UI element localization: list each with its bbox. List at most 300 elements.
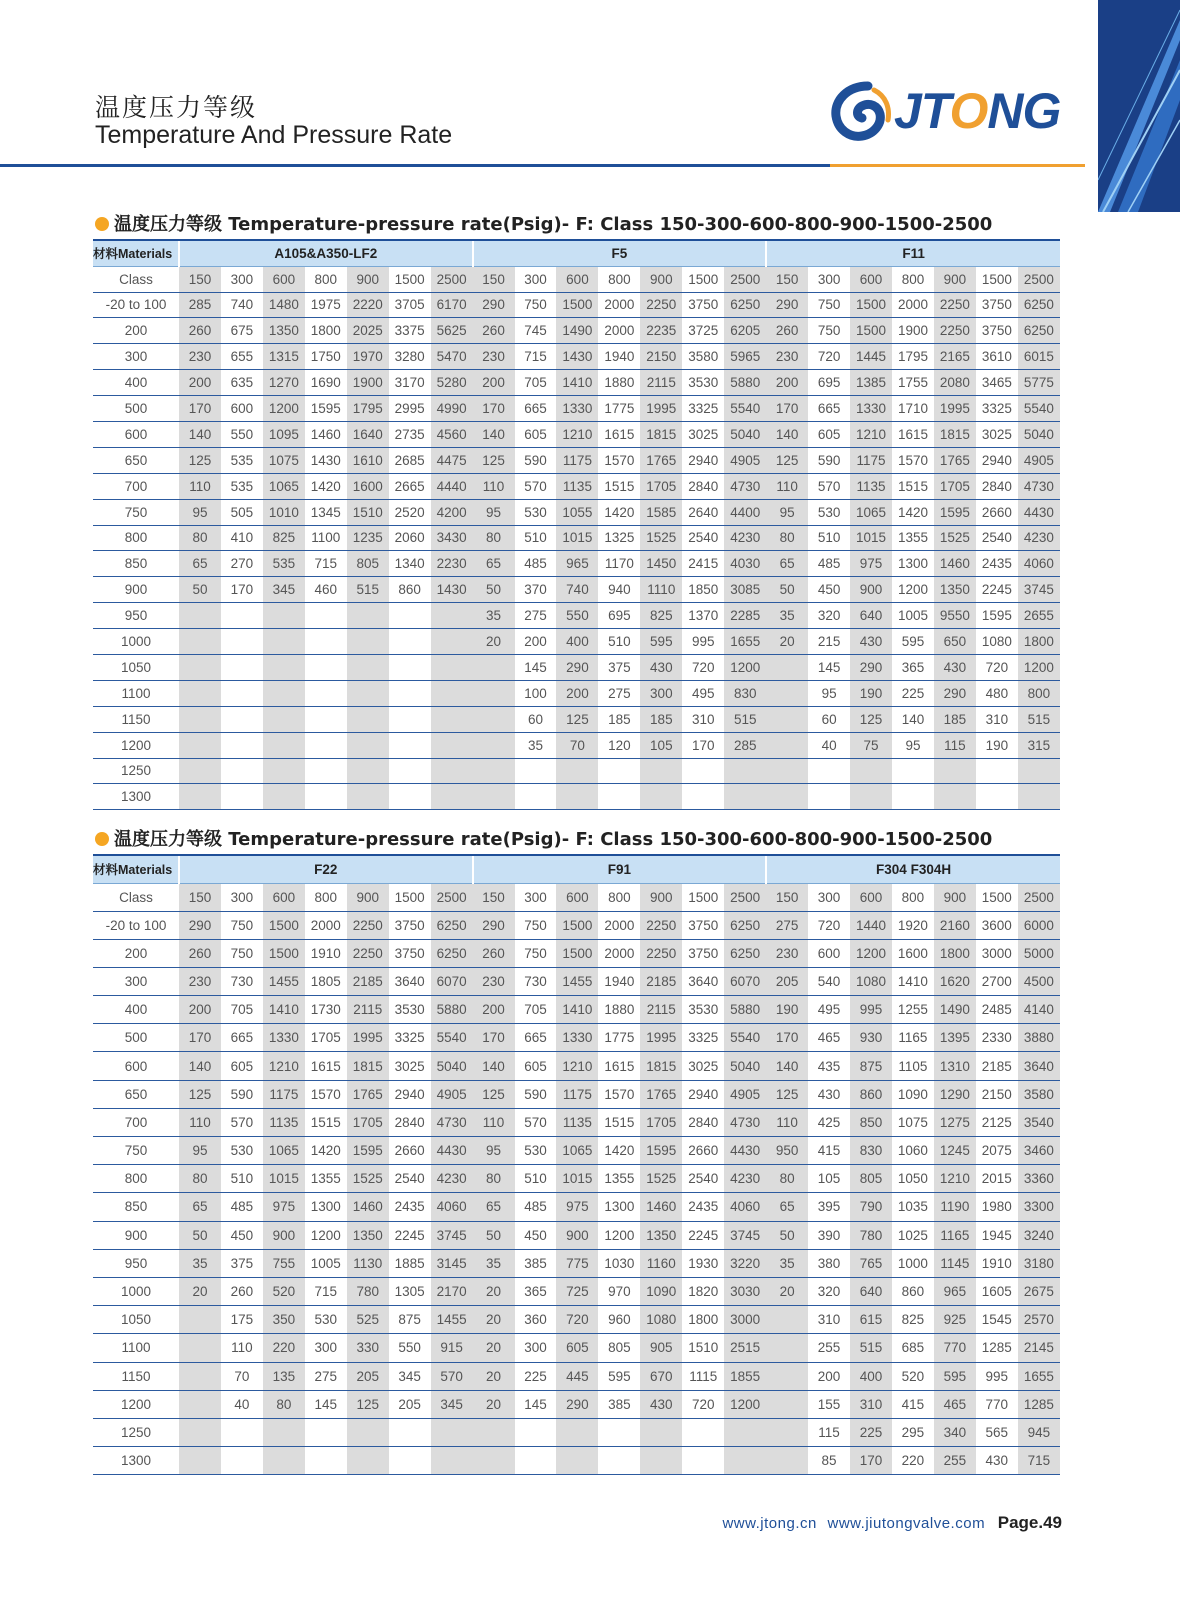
material-group-header: F5: [473, 240, 767, 266]
pressure-cell: 65: [179, 551, 221, 577]
pressure-cell: [221, 603, 263, 629]
pressure-cell: [305, 654, 347, 680]
pressure-cell: 1815: [640, 1052, 682, 1080]
pressure-cell: 1330: [556, 396, 598, 422]
pressure-cell: 1285: [1018, 1390, 1060, 1418]
pressure-cell: 340: [934, 1418, 976, 1446]
pressure-cell: 750: [515, 292, 557, 318]
pressure-cell: 140: [892, 706, 934, 732]
footer-site-link-2[interactable]: www.jiutongvalve.com: [827, 1515, 986, 1532]
pressure-cell: 110: [179, 1108, 221, 1136]
pressure-cell: 50: [179, 1221, 221, 1249]
pressure-cell: 310: [850, 1390, 892, 1418]
pressure-cell: 40: [221, 1390, 263, 1418]
pressure-cell: 1005: [305, 1249, 347, 1277]
pressure-cell: [221, 1447, 263, 1475]
pressure-cell: 830: [724, 680, 766, 706]
pressure-cell: [305, 1418, 347, 1446]
pressure-cell: 2540: [682, 525, 724, 551]
pressure-cell: 2245: [682, 1221, 724, 1249]
pressure-cell: 275: [515, 603, 557, 629]
pressure-cell: 80: [179, 525, 221, 551]
pressure-cell: 665: [808, 396, 850, 422]
pressure-cell: 765: [850, 1249, 892, 1277]
pressure-cell: 755: [263, 1249, 305, 1277]
pressure-cell: 125: [766, 447, 808, 473]
pressure-cell: [766, 1418, 808, 1446]
pressure-cell: 705: [221, 996, 263, 1024]
pressure-cell: 1795: [347, 396, 389, 422]
pressure-cell: [389, 680, 431, 706]
pressure-cell: 175: [221, 1306, 263, 1334]
pressure-cell: [305, 603, 347, 629]
pressure-cell: 1850: [682, 577, 724, 603]
pressure-cell: 1570: [598, 447, 640, 473]
pressure-cell: 290: [850, 654, 892, 680]
pressure-cell: [473, 1418, 515, 1446]
pressure-cell: 5040: [724, 1052, 766, 1080]
pressure-cell: 20: [766, 629, 808, 655]
pressure-cell: 750: [515, 911, 557, 939]
pressure-cell: 695: [598, 603, 640, 629]
pressure-cell: 100: [515, 680, 557, 706]
pressure-cell: 1290: [934, 1080, 976, 1108]
table-row: [93, 1108, 1060, 1136]
pressure-cell: 720: [976, 654, 1018, 680]
class-cell: 900: [934, 266, 976, 292]
pressure-cell: 1410: [556, 996, 598, 1024]
pressure-cell: 135: [263, 1362, 305, 1390]
pressure-cell: 1030: [598, 1249, 640, 1277]
pressure-cell: 80: [766, 525, 808, 551]
table-row: [93, 473, 1060, 499]
class-label: Class: [93, 883, 179, 911]
table-row: [93, 525, 1060, 551]
pressure-cell: 4430: [724, 1137, 766, 1165]
pressure-cell: 430: [934, 654, 976, 680]
pressure-cell: 1100: [305, 525, 347, 551]
pressure-cell: [347, 732, 389, 758]
pressure-cell: [179, 629, 221, 655]
pressure-cell: [473, 784, 515, 810]
temperature-cell: 700: [93, 1108, 179, 1136]
pressure-cell: 385: [515, 1249, 557, 1277]
table-row: [93, 1306, 1060, 1334]
pressure-cell: 2435: [682, 1193, 724, 1221]
pressure-cell: 4060: [431, 1193, 473, 1221]
materials-label: 材料Materials: [93, 855, 179, 883]
pressure-cell: 6170: [431, 292, 473, 318]
pressure-cell: 260: [473, 939, 515, 967]
pressure-cell: 2000: [598, 911, 640, 939]
pressure-cell: 2640: [682, 499, 724, 525]
pressure-cell: 570: [515, 1108, 557, 1136]
pressure-cell: 1615: [598, 1052, 640, 1080]
temperature-cell: 1200: [93, 1390, 179, 1418]
temperature-cell: 850: [93, 1193, 179, 1221]
pressure-cell: 65: [473, 1193, 515, 1221]
pressure-cell: [431, 654, 473, 680]
pressure-cell: 2250: [347, 911, 389, 939]
pressure-cell: 270: [221, 551, 263, 577]
class-cell: 2500: [431, 883, 473, 911]
pressure-cell: 850: [850, 1108, 892, 1136]
pressure-cell: 290: [556, 1390, 598, 1418]
pressure-cell: [221, 706, 263, 732]
pressure-cell: 535: [263, 551, 305, 577]
pressure-cell: 510: [515, 525, 557, 551]
pressure-cell: 1255: [892, 996, 934, 1024]
pressure-cell: [221, 629, 263, 655]
pressure-cell: 1210: [934, 1165, 976, 1193]
pressure-cell: 140: [179, 421, 221, 447]
temperature-cell: 900: [93, 1221, 179, 1249]
pressure-cell: 1595: [347, 1137, 389, 1165]
pressure-cell: 1815: [640, 421, 682, 447]
pressure-cell: 4030: [724, 551, 766, 577]
pressure-cell: 1920: [892, 911, 934, 939]
pressure-cell: 2250: [640, 911, 682, 939]
class-header-row: [93, 883, 1060, 911]
pressure-cell: 730: [221, 967, 263, 995]
pressure-cell: 4430: [1018, 499, 1060, 525]
pressure-cell: [598, 758, 640, 784]
pressure-cell: 790: [850, 1193, 892, 1221]
pressure-cell: 1210: [850, 421, 892, 447]
pressure-cell: 1410: [556, 370, 598, 396]
pressure-cell: [640, 758, 682, 784]
pressure-cell: 200: [179, 370, 221, 396]
pressure-cell: 1065: [556, 1137, 598, 1165]
pressure-cell: 300: [640, 680, 682, 706]
pressure-cell: 1970: [347, 344, 389, 370]
pressure-cell: 230: [179, 967, 221, 995]
pressure-cell: 80: [473, 1165, 515, 1193]
pressure-cell: 1500: [556, 292, 598, 318]
pressure-cell: [766, 732, 808, 758]
pressure-cell: 1050: [892, 1165, 934, 1193]
table-row: [93, 1249, 1060, 1277]
pressure-cell: 145: [305, 1390, 347, 1418]
pressure-cell: 1275: [934, 1108, 976, 1136]
pressure-cell: 125: [179, 447, 221, 473]
pressure-cell: 830: [850, 1137, 892, 1165]
pressure-cell: 1430: [305, 447, 347, 473]
pressure-cell: 190: [976, 732, 1018, 758]
pressure-cell: [808, 758, 850, 784]
temperature-cell: 200: [93, 318, 179, 344]
pressure-cell: 1420: [598, 499, 640, 525]
table-row: [93, 447, 1060, 473]
temperature-cell: 1250: [93, 1418, 179, 1446]
pressure-cell: 110: [221, 1334, 263, 1362]
pressure-cell: 35: [473, 1249, 515, 1277]
pressure-cell: 300: [515, 1334, 557, 1362]
pressure-cell: 20: [473, 1334, 515, 1362]
pressure-cell: 365: [515, 1277, 557, 1305]
pressure-cell: 1430: [431, 577, 473, 603]
pressure-cell: 95: [473, 499, 515, 525]
pressure-cell: 3180: [1018, 1249, 1060, 1277]
materials-header-row: [93, 240, 1060, 266]
pressure-cell: 6250: [724, 292, 766, 318]
pressure-cell: 3580: [682, 344, 724, 370]
pressure-cell: 995: [682, 629, 724, 655]
pressure-cell: [473, 758, 515, 784]
pressure-cell: 4905: [431, 1080, 473, 1108]
pressure-cell: 6250: [431, 939, 473, 967]
pressure-cell: 1200: [598, 1221, 640, 1249]
pressure-cell: [389, 1447, 431, 1475]
pressure-cell: 6205: [724, 318, 766, 344]
pressure-cell: 2285: [724, 603, 766, 629]
pressure-cell: 995: [976, 1362, 1018, 1390]
pressure-cell: 590: [515, 447, 557, 473]
pressure-cell: 375: [221, 1249, 263, 1277]
pressure-cell: 1080: [850, 967, 892, 995]
pressure-cell: 1075: [892, 1108, 934, 1136]
pressure-cell: 205: [389, 1390, 431, 1418]
pressure-cell: 570: [808, 473, 850, 499]
pressure-cell: 1090: [640, 1277, 682, 1305]
pressure-cell: 5880: [431, 996, 473, 1024]
material-group-header: F11: [766, 240, 1060, 266]
table-row: [93, 1447, 1060, 1475]
pressure-cell: 2115: [640, 370, 682, 396]
pressure-cell: 720: [808, 911, 850, 939]
pressure-cell: 1655: [1018, 1362, 1060, 1390]
pressure-cell: 2840: [682, 1108, 724, 1136]
pressure-cell: [179, 1306, 221, 1334]
pressure-cell: 5965: [724, 344, 766, 370]
temperature-cell: 700: [93, 473, 179, 499]
pressure-cell: 140: [473, 1052, 515, 1080]
pressure-cell: 515: [724, 706, 766, 732]
pressure-cell: 170: [766, 1024, 808, 1052]
pressure-cell: 4990: [431, 396, 473, 422]
pressure-cell: 230: [766, 939, 808, 967]
temperature-cell: 600: [93, 421, 179, 447]
pressure-cell: 95: [892, 732, 934, 758]
pressure-cell: [431, 629, 473, 655]
pressure-cell: 4060: [1018, 551, 1060, 577]
pressure-cell: [682, 1418, 724, 1446]
pressure-cell: 1900: [347, 370, 389, 396]
pressure-cell: 430: [808, 1080, 850, 1108]
pressure-cell: 460: [305, 577, 347, 603]
pressure-cell: 825: [640, 603, 682, 629]
pressure-cell: 20: [473, 1306, 515, 1334]
pressure-cell: 1000: [892, 1249, 934, 1277]
pressure-cell: 5540: [724, 396, 766, 422]
pressure-cell: 1995: [640, 1024, 682, 1052]
temperature-cell: 300: [93, 344, 179, 370]
pressure-cell: [850, 758, 892, 784]
pressure-cell: 50: [179, 577, 221, 603]
pressure-cell: 110: [473, 473, 515, 499]
pressure-cell: 875: [389, 1306, 431, 1334]
pressure-cell: 1450: [640, 551, 682, 577]
table-row: [93, 1024, 1060, 1052]
class-cell: 900: [640, 266, 682, 292]
temperature-cell: -20 to 100: [93, 292, 179, 318]
pressure-cell: 50: [473, 1221, 515, 1249]
pressure-cell: 3640: [1018, 1052, 1060, 1080]
footer-site-link-1[interactable]: www.jtong.cn: [722, 1515, 817, 1532]
pressure-cell: 140: [473, 421, 515, 447]
logo-letter-o: O: [949, 83, 988, 139]
pressure-cell: 1765: [934, 447, 976, 473]
pressure-cell: [724, 1418, 766, 1446]
pressure-cell: 4560: [431, 421, 473, 447]
pressure-cell: 665: [515, 1024, 557, 1052]
pressure-cell: 110: [179, 473, 221, 499]
pressure-cell: 780: [850, 1221, 892, 1249]
pressure-cell: 1200: [263, 396, 305, 422]
temperature-cell: 1100: [93, 1334, 179, 1362]
pressure-cell: 1755: [892, 370, 934, 396]
pressure-cell: 1200: [724, 654, 766, 680]
pressure-cell: 570: [221, 1108, 263, 1136]
pressure-cell: [724, 758, 766, 784]
pressure-cell: 3025: [976, 421, 1018, 447]
pressure-cell: 380: [808, 1249, 850, 1277]
pressure-cell: 1795: [892, 344, 934, 370]
pressure-cell: 105: [808, 1165, 850, 1193]
pressure-cell: 2675: [1018, 1277, 1060, 1305]
pressure-cell: 2000: [598, 292, 640, 318]
pressure-cell: 510: [515, 1165, 557, 1193]
temperature-cell: 1000: [93, 1277, 179, 1305]
class-cell: 900: [347, 266, 389, 292]
pressure-cell: 925: [934, 1306, 976, 1334]
pressure-cell: 3025: [389, 1052, 431, 1080]
pressure-cell: 20: [473, 629, 515, 655]
pressure-cell: 1805: [305, 967, 347, 995]
pressure-cell: 900: [850, 577, 892, 603]
pressure-cell: [556, 1447, 598, 1475]
table-row: [93, 318, 1060, 344]
pressure-cell: [515, 758, 557, 784]
pressure-cell: 2235: [640, 318, 682, 344]
pressure-cell: 2520: [389, 499, 431, 525]
pressure-cell: [473, 1447, 515, 1475]
class-cell: 800: [305, 266, 347, 292]
pressure-cell: [431, 1447, 473, 1475]
pressure-cell: 1595: [976, 603, 1018, 629]
table-row: [93, 939, 1060, 967]
pressure-cell: 65: [766, 1193, 808, 1221]
pressure-cell: 435: [808, 1052, 850, 1080]
pressure-cell: 200: [473, 370, 515, 396]
pressure-cell: [556, 1418, 598, 1446]
pressure-cell: 4905: [724, 447, 766, 473]
pressure-cell: 1765: [640, 1080, 682, 1108]
materials-header-row: [93, 855, 1060, 883]
pressure-cell: 4430: [431, 1137, 473, 1165]
pressure-cell: 1025: [892, 1221, 934, 1249]
pressure-cell: 770: [934, 1334, 976, 1362]
pressure-cell: 320: [808, 1277, 850, 1305]
pressure-cell: 655: [221, 344, 263, 370]
pressure-cell: 530: [515, 1137, 557, 1165]
pressure-cell: 605: [808, 421, 850, 447]
pressure-cell: 590: [515, 1080, 557, 1108]
pressure-cell: 1065: [263, 1137, 305, 1165]
pressure-cell: [305, 784, 347, 810]
pressure-cell: 1005: [892, 603, 934, 629]
pressure-cell: 635: [221, 370, 263, 396]
pressure-cell: 255: [808, 1334, 850, 1362]
temperature-cell: 800: [93, 525, 179, 551]
pressure-cell: [640, 1447, 682, 1475]
pressure-cell: [389, 654, 431, 680]
pressure-cell: 1105: [892, 1052, 934, 1080]
pressure-cell: [389, 784, 431, 810]
pressure-cell: 6070: [431, 967, 473, 995]
pressure-cell: 1015: [850, 525, 892, 551]
pressure-cell: 600: [808, 939, 850, 967]
pressure-cell: 1055: [556, 499, 598, 525]
pressure-cell: 5880: [724, 370, 766, 396]
pressure-cell: 370: [515, 577, 557, 603]
pressure-cell: 290: [179, 911, 221, 939]
pressure-cell: 705: [515, 996, 557, 1024]
section-title-1-text: 温度压力等级 Temperature-pressure rate(Psig)- F: Class 150-300-600-800-900-1500-2500: [114, 214, 993, 235]
pressure-cell: 3375: [389, 318, 431, 344]
pressure-cell: 1455: [263, 967, 305, 995]
class-cell: 300: [221, 883, 263, 911]
pressure-cell: 1015: [556, 525, 598, 551]
pressure-cell: 2940: [389, 1080, 431, 1108]
pressure-cell: 1525: [347, 1165, 389, 1193]
pressure-cell: 1570: [892, 447, 934, 473]
pressure-cell: 1010: [263, 499, 305, 525]
pressure-cell: 65: [766, 551, 808, 577]
pressure-cell: [934, 784, 976, 810]
pressure-cell: [598, 784, 640, 810]
pressure-cell: 1640: [347, 421, 389, 447]
pressure-cell: 1300: [305, 1193, 347, 1221]
pressure-cell: 1190: [934, 1193, 976, 1221]
pressure-cell: 3325: [389, 1024, 431, 1052]
pressure-cell: [766, 1447, 808, 1475]
pressure-cell: 50: [766, 577, 808, 603]
header-divider: [0, 164, 830, 167]
pressure-cell: 200: [473, 996, 515, 1024]
pressure-cell: 2540: [976, 525, 1018, 551]
pressure-cell: 875: [850, 1052, 892, 1080]
pressure-cell: 2015: [976, 1165, 1018, 1193]
pressure-cell: 1115: [682, 1362, 724, 1390]
class-cell: 2500: [431, 266, 473, 292]
pressure-cell: [179, 680, 221, 706]
pressure-cell: 2220: [347, 292, 389, 318]
table-row: [93, 499, 1060, 525]
pressure-cell: 230: [179, 344, 221, 370]
pressure-cell: 595: [892, 629, 934, 655]
pressure-cell: 170: [850, 1447, 892, 1475]
temperature-cell: 1000: [93, 629, 179, 655]
pressure-cell: 1430: [556, 344, 598, 370]
pressure-cell: 290: [473, 292, 515, 318]
pressure-cell: 70: [221, 1362, 263, 1390]
pressure-cell: 5540: [1018, 396, 1060, 422]
pressure-cell: 685: [892, 1334, 934, 1362]
pressure-cell: 1200: [305, 1221, 347, 1249]
pressure-cell: 125: [347, 1390, 389, 1418]
pressure-cell: 450: [221, 1221, 263, 1249]
